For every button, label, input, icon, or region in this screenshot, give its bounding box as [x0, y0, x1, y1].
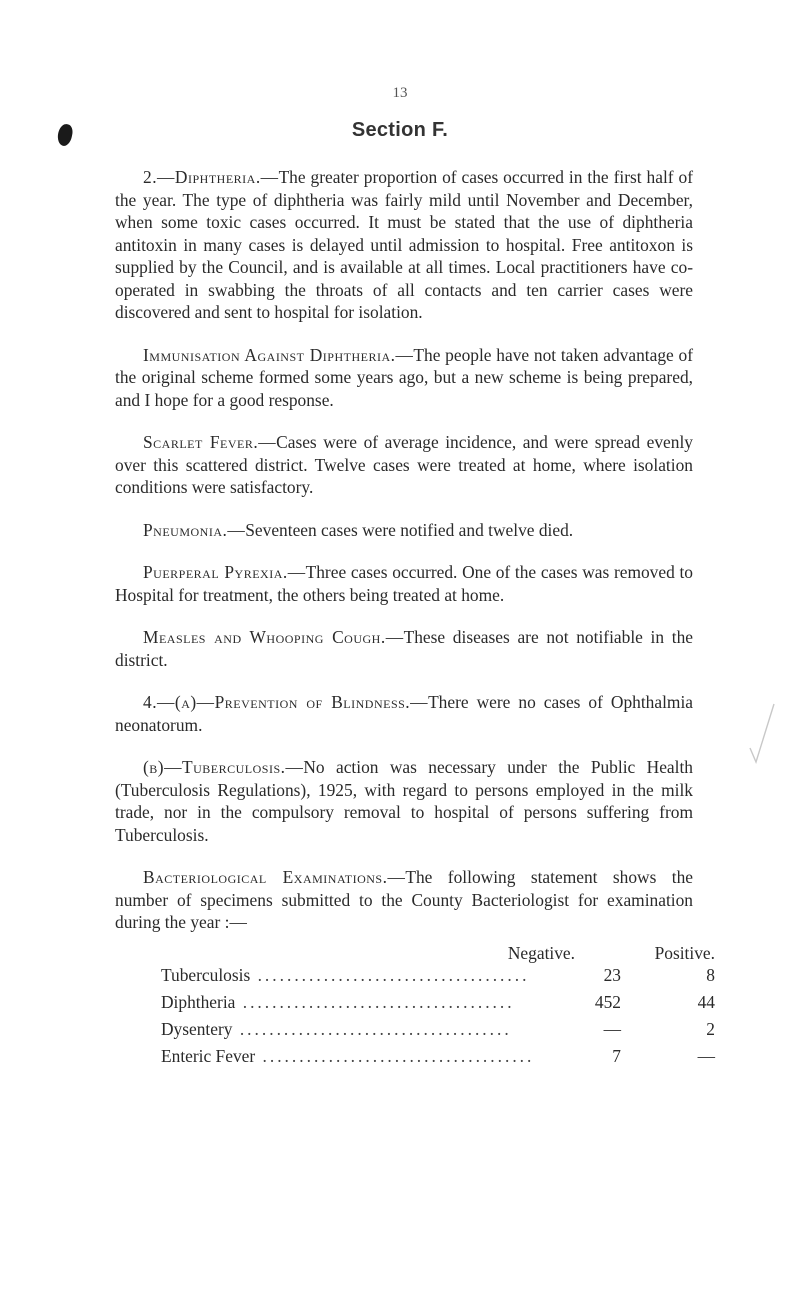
paragraph-scarlet-fever	[115, 431, 693, 499]
paragraph-text: No action was necessary under the Public Health (Tuberculosis Regulations), 1925, with regard to persons employed in the milk trade, nor in the compulsory removal to hospital of persons suffering from Tuberculosis.	[115, 757, 693, 845]
dot-leader: .....................................	[232, 1019, 512, 1039]
row-label: Dysentery	[161, 1019, 233, 1039]
paragraph-text: The following statement shows the number of specimens submitted to the County Bacteriologist for examination during the year :—	[115, 867, 693, 932]
row-negative: 23	[603, 965, 621, 985]
paragraph-lead: Immunisation Against Diphtheria.—	[143, 344, 414, 365]
pencil-mark-icon	[748, 700, 778, 770]
row-negative: —	[603, 1019, 621, 1039]
header-negative: Negative.	[507, 942, 575, 963]
paragraph-text: The greater proportion of cases occurred in the first half of the year. The type of diphtheria was fairly mild until November and December, when some toxic cases occurred. It must be stated that the use of diphtheria antitoxin in many cases is delayed until admission to hospital. Free antitoxon is supplied by the Council, and is available at all times. Local practitioners have co-operated in swabbing the throats of all contacts and ten carrier cases were discovered and sent to hospital for isolation.	[115, 167, 693, 322]
paragraph-text: There were no cases of Ophthalmia neonatorum.	[115, 692, 694, 735]
table-row	[115, 964, 715, 991]
paragraph-lead: Pneumonia.—	[143, 519, 246, 540]
paragraph-puerperal-pyrexia	[115, 561, 693, 606]
row-label: Diphtheria	[161, 992, 236, 1012]
dot-leader: .....................................	[250, 965, 530, 985]
row-label: Enteric Fever	[161, 1046, 256, 1066]
section-title: Section F.	[351, 119, 449, 141]
page-number: 13	[392, 85, 408, 101]
paragraph-diphtheria	[115, 166, 693, 324]
paragraph-text: The people have not taken advantage of the original scheme formed some years ago, but a new scheme is being prepared, and I hope for a good response.	[115, 344, 693, 410]
paragraph-lead: 4.—(a)—Prevention of Blindness.—	[143, 692, 429, 712]
paragraph-text: Three cases occurred. One of the cases was removed to Hospital for treatment, the others being treated at home.	[115, 562, 693, 605]
table-row	[115, 1045, 715, 1072]
paragraph-lead: Puerperal Pyrexia.—	[143, 562, 306, 582]
examinations-table	[115, 942, 715, 1073]
paragraph-text: Seventeen cases were notified and twelve died.	[245, 519, 574, 540]
paragraph-text: Cases were of average incidence, and were spread evenly over this scattered district. Twelve cases were treated at home, where isolation conditions were satisfactory.	[115, 432, 693, 497]
paragraph-pneumonia	[115, 519, 693, 542]
paragraph-text: These diseases are not notifiable in the district.	[115, 627, 693, 670]
row-negative: 452	[594, 992, 621, 1012]
paragraph-lead: 2.—Diphtheria.—	[143, 167, 279, 187]
header-positive: Positive.	[654, 942, 715, 963]
row-positive: —	[697, 1046, 715, 1066]
paragraph-blindness	[115, 691, 693, 736]
row-positive: 44	[697, 992, 715, 1012]
row-label: Tuberculosis	[161, 965, 251, 985]
paragraph-immunisation	[115, 344, 693, 412]
row-negative: 7	[612, 1046, 621, 1066]
table-row	[115, 1018, 715, 1045]
table-row	[115, 991, 715, 1018]
paragraph-bacteriological	[115, 866, 693, 934]
paragraph-lead: Bacteriological Examinations.—	[143, 867, 406, 887]
row-positive: 2	[706, 1019, 715, 1039]
dot-leader: .....................................	[255, 1046, 535, 1066]
table-header	[115, 942, 715, 965]
paragraph-lead: Measles and Whooping Cough.—	[143, 627, 404, 647]
dot-leader: .....................................	[235, 992, 515, 1012]
row-positive: 8	[706, 965, 715, 985]
paragraph-lead: Scarlet Fever.—	[143, 432, 277, 452]
document-body	[115, 166, 715, 1072]
paragraph-measles	[115, 626, 693, 671]
paragraph-lead: (b)—Tuberculosis.—	[143, 757, 304, 777]
paragraph-tuberculosis	[115, 756, 693, 846]
